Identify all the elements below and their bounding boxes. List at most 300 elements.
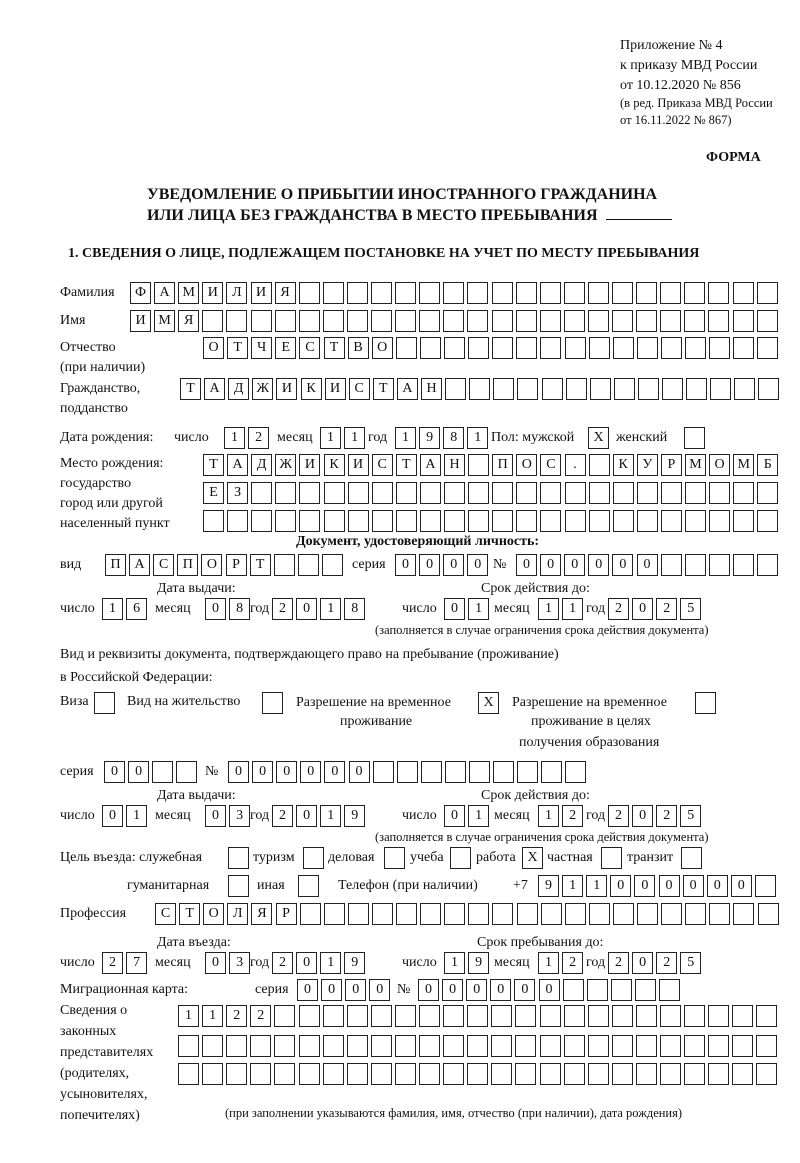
char-box[interactable]: 1	[224, 427, 245, 449]
char-box[interactable]: 0	[296, 805, 317, 827]
char-box[interactable]	[445, 761, 466, 783]
char-box[interactable]	[372, 903, 393, 925]
char-box[interactable]: Л	[227, 903, 248, 925]
char-box[interactable]	[444, 482, 465, 504]
char-box[interactable]: 1	[320, 427, 341, 449]
char-box[interactable]	[300, 903, 321, 925]
char-box[interactable]	[565, 903, 586, 925]
char-box[interactable]	[661, 510, 682, 532]
char-box[interactable]: 1	[444, 952, 465, 974]
char-box[interactable]	[660, 310, 681, 332]
char-box[interactable]	[757, 482, 778, 504]
char-box[interactable]	[372, 482, 393, 504]
char-box[interactable]: Д	[228, 378, 249, 400]
char-box[interactable]	[395, 310, 416, 332]
char-box[interactable]	[274, 1035, 295, 1057]
char-box[interactable]: 8	[344, 598, 365, 620]
char-box[interactable]: 0	[610, 875, 631, 897]
char-box[interactable]: С	[372, 454, 393, 476]
char-box[interactable]	[588, 1035, 609, 1057]
checkbox[interactable]	[601, 847, 622, 869]
char-box[interactable]: Т	[227, 337, 248, 359]
char-box[interactable]: 0	[128, 761, 149, 783]
char-box[interactable]	[443, 1063, 464, 1085]
char-box[interactable]	[299, 1035, 320, 1057]
char-box[interactable]: .	[565, 454, 586, 476]
char-box[interactable]	[563, 979, 584, 1001]
char-box[interactable]	[636, 282, 657, 304]
char-box[interactable]	[467, 310, 488, 332]
char-box[interactable]	[371, 1005, 392, 1027]
checkbox[interactable]	[681, 847, 702, 869]
char-box[interactable]	[540, 1063, 561, 1085]
char-box[interactable]: 0	[659, 875, 680, 897]
char-box[interactable]: Я	[251, 903, 272, 925]
char-box[interactable]	[662, 378, 683, 400]
char-box[interactable]: 6	[126, 598, 147, 620]
char-box[interactable]	[660, 1063, 681, 1085]
char-box[interactable]: Т	[250, 554, 271, 576]
char-box[interactable]	[564, 1063, 585, 1085]
char-box[interactable]: Ж	[275, 454, 296, 476]
char-box[interactable]	[443, 1035, 464, 1057]
char-box[interactable]: М	[685, 454, 706, 476]
char-box[interactable]: 0	[349, 761, 370, 783]
char-box[interactable]	[756, 1005, 777, 1027]
char-box[interactable]	[347, 282, 368, 304]
char-box[interactable]: Т	[373, 378, 394, 400]
char-box[interactable]	[420, 337, 441, 359]
char-box[interactable]: 0	[321, 979, 342, 1001]
char-box[interactable]	[274, 1063, 295, 1085]
char-box[interactable]	[757, 282, 778, 304]
char-box[interactable]: 0	[632, 805, 653, 827]
char-box[interactable]: 0	[104, 761, 125, 783]
char-box[interactable]	[733, 554, 754, 576]
char-box[interactable]: 0	[632, 598, 653, 620]
char-box[interactable]	[733, 482, 754, 504]
char-box[interactable]	[467, 282, 488, 304]
char-box[interactable]: И	[276, 378, 297, 400]
checkbox[interactable]	[228, 875, 249, 897]
char-box[interactable]	[565, 337, 586, 359]
char-box[interactable]	[660, 1035, 681, 1057]
char-box[interactable]	[467, 1063, 488, 1085]
char-box[interactable]: 1	[538, 805, 559, 827]
char-box[interactable]	[492, 282, 513, 304]
char-box[interactable]	[635, 979, 656, 1001]
char-box[interactable]: А	[420, 454, 441, 476]
char-box[interactable]	[637, 482, 658, 504]
char-box[interactable]	[324, 903, 345, 925]
char-box[interactable]	[611, 979, 632, 1001]
char-box[interactable]	[684, 282, 705, 304]
char-box[interactable]	[421, 761, 442, 783]
char-box[interactable]	[178, 1035, 199, 1057]
char-box[interactable]: 1	[395, 427, 416, 449]
char-box[interactable]: 0	[395, 554, 416, 576]
char-box[interactable]	[613, 337, 634, 359]
char-box[interactable]	[732, 1005, 753, 1027]
char-box[interactable]: А	[204, 378, 225, 400]
char-box[interactable]	[733, 282, 754, 304]
char-box[interactable]	[684, 1005, 705, 1027]
char-box[interactable]	[636, 1035, 657, 1057]
char-box[interactable]: 9	[538, 875, 559, 897]
char-box[interactable]: О	[203, 337, 224, 359]
char-box[interactable]	[443, 282, 464, 304]
char-box[interactable]: 2	[562, 805, 583, 827]
char-box[interactable]	[467, 1005, 488, 1027]
char-box[interactable]: 0	[444, 598, 465, 620]
char-box[interactable]	[637, 510, 658, 532]
char-box[interactable]	[541, 903, 562, 925]
char-box[interactable]	[492, 337, 513, 359]
char-box[interactable]: 1	[468, 805, 489, 827]
char-box[interactable]	[371, 282, 392, 304]
char-box[interactable]	[612, 1035, 633, 1057]
char-box[interactable]	[275, 510, 296, 532]
char-box[interactable]	[322, 554, 343, 576]
char-box[interactable]	[275, 310, 296, 332]
char-box[interactable]: 0	[707, 875, 728, 897]
char-box[interactable]	[299, 1063, 320, 1085]
char-box[interactable]	[396, 482, 417, 504]
char-box[interactable]: 2	[608, 805, 629, 827]
char-box[interactable]	[371, 1063, 392, 1085]
char-box[interactable]	[420, 510, 441, 532]
char-box[interactable]	[564, 310, 585, 332]
char-box[interactable]	[299, 510, 320, 532]
char-box[interactable]: 1	[320, 805, 341, 827]
char-box[interactable]	[709, 482, 730, 504]
char-box[interactable]: О	[203, 903, 224, 925]
char-box[interactable]	[203, 510, 224, 532]
char-box[interactable]	[469, 761, 490, 783]
char-box[interactable]	[684, 1063, 705, 1085]
char-box[interactable]	[588, 1063, 609, 1085]
char-box[interactable]	[709, 510, 730, 532]
char-box[interactable]	[419, 282, 440, 304]
char-box[interactable]	[202, 1063, 223, 1085]
char-box[interactable]	[755, 875, 776, 897]
char-box[interactable]: 0	[516, 554, 537, 576]
char-box[interactable]: И	[251, 282, 272, 304]
char-box[interactable]	[686, 378, 707, 400]
char-box[interactable]: 2	[250, 1005, 271, 1027]
char-box[interactable]	[419, 1035, 440, 1057]
char-box[interactable]: Ж	[252, 378, 273, 400]
char-box[interactable]	[348, 482, 369, 504]
char-box[interactable]	[638, 378, 659, 400]
char-box[interactable]: 0	[612, 554, 633, 576]
char-box[interactable]: Т	[180, 378, 201, 400]
char-box[interactable]: И	[130, 310, 151, 332]
char-box[interactable]	[419, 1005, 440, 1027]
char-box[interactable]: А	[129, 554, 150, 576]
char-box[interactable]	[443, 1005, 464, 1027]
char-box[interactable]: 2	[562, 952, 583, 974]
char-box[interactable]	[540, 282, 561, 304]
checkbox[interactable]	[262, 692, 283, 714]
char-box[interactable]	[540, 510, 561, 532]
char-box[interactable]: 0	[296, 598, 317, 620]
char-box[interactable]	[250, 1035, 271, 1057]
char-box[interactable]: И	[325, 378, 346, 400]
char-box[interactable]: 2	[608, 598, 629, 620]
char-box[interactable]	[227, 510, 248, 532]
char-box[interactable]	[395, 1063, 416, 1085]
char-box[interactable]: И	[348, 454, 369, 476]
char-box[interactable]	[540, 1005, 561, 1027]
char-box[interactable]	[685, 337, 706, 359]
char-box[interactable]: 2	[272, 805, 293, 827]
char-box[interactable]	[734, 378, 755, 400]
char-box[interactable]: 0	[418, 979, 439, 1001]
char-box[interactable]	[323, 1063, 344, 1085]
char-box[interactable]	[323, 1035, 344, 1057]
char-box[interactable]: 0	[634, 875, 655, 897]
char-box[interactable]: У	[637, 454, 658, 476]
char-box[interactable]	[542, 378, 563, 400]
char-box[interactable]	[323, 282, 344, 304]
char-box[interactable]: С	[299, 337, 320, 359]
char-box[interactable]	[612, 1063, 633, 1085]
char-box[interactable]	[396, 903, 417, 925]
char-box[interactable]: Т	[203, 454, 224, 476]
char-box[interactable]	[299, 1005, 320, 1027]
char-box[interactable]	[152, 761, 173, 783]
char-box[interactable]	[588, 1005, 609, 1027]
char-box[interactable]: 2	[272, 952, 293, 974]
char-box[interactable]	[468, 482, 489, 504]
char-box[interactable]	[226, 1063, 247, 1085]
char-box[interactable]	[757, 310, 778, 332]
char-box[interactable]: И	[202, 282, 223, 304]
char-box[interactable]	[493, 761, 514, 783]
char-box[interactable]: К	[613, 454, 634, 476]
char-box[interactable]	[660, 282, 681, 304]
char-box[interactable]	[395, 1005, 416, 1027]
char-box[interactable]: З	[227, 482, 248, 504]
char-box[interactable]: 0	[540, 554, 561, 576]
char-box[interactable]: 5	[680, 805, 701, 827]
char-box[interactable]	[565, 510, 586, 532]
checkbox[interactable]	[384, 847, 405, 869]
char-box[interactable]: Н	[444, 454, 465, 476]
char-box[interactable]: 1	[562, 598, 583, 620]
char-box[interactable]: 2	[226, 1005, 247, 1027]
char-box[interactable]: 5	[680, 598, 701, 620]
char-box[interactable]: 2	[656, 952, 677, 974]
char-box[interactable]	[517, 903, 538, 925]
char-box[interactable]	[589, 903, 610, 925]
char-box[interactable]: 0	[296, 952, 317, 974]
char-box[interactable]	[708, 282, 729, 304]
char-box[interactable]	[733, 510, 754, 532]
char-box[interactable]: 1	[538, 598, 559, 620]
checkbox[interactable]	[695, 692, 716, 714]
char-box[interactable]: М	[178, 282, 199, 304]
char-box[interactable]	[685, 510, 706, 532]
char-box[interactable]	[612, 310, 633, 332]
char-box[interactable]: 0	[324, 761, 345, 783]
char-box[interactable]: К	[324, 454, 345, 476]
char-box[interactable]: 2	[272, 598, 293, 620]
char-box[interactable]	[516, 282, 537, 304]
char-box[interactable]	[589, 337, 610, 359]
char-box[interactable]: 8	[229, 598, 250, 620]
checkbox[interactable]: X	[588, 427, 609, 449]
char-box[interactable]	[491, 1035, 512, 1057]
char-box[interactable]	[274, 1005, 295, 1027]
char-box[interactable]: 0	[297, 979, 318, 1001]
char-box[interactable]: К	[301, 378, 322, 400]
char-box[interactable]	[299, 310, 320, 332]
char-box[interactable]	[492, 510, 513, 532]
char-box[interactable]	[420, 482, 441, 504]
char-box[interactable]	[251, 310, 272, 332]
char-box[interactable]	[708, 1005, 729, 1027]
char-box[interactable]: 2	[248, 427, 269, 449]
char-box[interactable]	[541, 761, 562, 783]
char-box[interactable]	[564, 282, 585, 304]
char-box[interactable]	[299, 282, 320, 304]
char-box[interactable]	[468, 510, 489, 532]
char-box[interactable]: 0	[205, 805, 226, 827]
char-box[interactable]	[395, 282, 416, 304]
char-box[interactable]	[684, 310, 705, 332]
char-box[interactable]	[540, 1035, 561, 1057]
char-box[interactable]	[176, 761, 197, 783]
char-box[interactable]	[659, 979, 680, 1001]
char-box[interactable]	[250, 1063, 271, 1085]
char-box[interactable]	[540, 482, 561, 504]
char-box[interactable]	[612, 1005, 633, 1027]
char-box[interactable]	[492, 903, 513, 925]
char-box[interactable]	[516, 510, 537, 532]
char-box[interactable]	[468, 454, 489, 476]
char-box[interactable]: 0	[276, 761, 297, 783]
checkbox[interactable]	[228, 847, 249, 869]
char-box[interactable]	[517, 761, 538, 783]
char-box[interactable]: Р	[661, 454, 682, 476]
char-box[interactable]	[660, 1005, 681, 1027]
char-box[interactable]: П	[105, 554, 126, 576]
char-box[interactable]	[275, 482, 296, 504]
char-box[interactable]	[517, 378, 538, 400]
char-box[interactable]	[540, 337, 561, 359]
char-box[interactable]: С	[349, 378, 370, 400]
char-box[interactable]	[708, 310, 729, 332]
checkbox[interactable]: X	[478, 692, 499, 714]
char-box[interactable]: 1	[320, 952, 341, 974]
char-box[interactable]: Р	[226, 554, 247, 576]
char-box[interactable]	[614, 378, 635, 400]
char-box[interactable]	[324, 510, 345, 532]
char-box[interactable]: Т	[396, 454, 417, 476]
char-box[interactable]	[324, 482, 345, 504]
char-box[interactable]	[516, 310, 537, 332]
char-box[interactable]: Т	[324, 337, 345, 359]
checkbox[interactable]	[298, 875, 319, 897]
char-box[interactable]: Е	[203, 482, 224, 504]
char-box[interactable]: 8	[443, 427, 464, 449]
char-box[interactable]	[636, 1005, 657, 1027]
char-box[interactable]	[684, 1035, 705, 1057]
char-box[interactable]: 1	[126, 805, 147, 827]
char-box[interactable]	[636, 1063, 657, 1085]
char-box[interactable]: 3	[229, 805, 250, 827]
char-box[interactable]	[757, 510, 778, 532]
char-box[interactable]	[178, 1063, 199, 1085]
char-box[interactable]	[589, 454, 610, 476]
char-box[interactable]	[251, 482, 272, 504]
char-box[interactable]	[565, 761, 586, 783]
char-box[interactable]: О	[516, 454, 537, 476]
char-box[interactable]	[733, 310, 754, 332]
char-box[interactable]: 1	[344, 427, 365, 449]
char-box[interactable]	[347, 1005, 368, 1027]
char-box[interactable]	[299, 482, 320, 504]
char-box[interactable]: 1	[468, 598, 489, 620]
char-box[interactable]	[661, 903, 682, 925]
char-box[interactable]: Р	[276, 903, 297, 925]
char-box[interactable]	[540, 310, 561, 332]
char-box[interactable]	[202, 310, 223, 332]
checkbox[interactable]	[684, 427, 705, 449]
char-box[interactable]: Я	[275, 282, 296, 304]
char-box[interactable]: 0	[205, 952, 226, 974]
char-box[interactable]: 1	[178, 1005, 199, 1027]
char-box[interactable]: Б	[757, 454, 778, 476]
char-box[interactable]: 0	[467, 554, 488, 576]
char-box[interactable]: 0	[345, 979, 366, 1001]
char-box[interactable]: Н	[421, 378, 442, 400]
char-box[interactable]	[444, 903, 465, 925]
char-box[interactable]: 0	[539, 979, 560, 1001]
checkbox[interactable]	[94, 692, 115, 714]
char-box[interactable]	[443, 310, 464, 332]
char-box[interactable]	[492, 310, 513, 332]
char-box[interactable]: Д	[251, 454, 272, 476]
char-box[interactable]: Ф	[130, 282, 151, 304]
char-box[interactable]: Я	[178, 310, 199, 332]
char-box[interactable]	[445, 378, 466, 400]
char-box[interactable]: О	[709, 454, 730, 476]
char-box[interactable]	[758, 903, 779, 925]
char-box[interactable]: О	[372, 337, 393, 359]
char-box[interactable]	[373, 761, 394, 783]
char-box[interactable]: 0	[369, 979, 390, 1001]
char-box[interactable]	[468, 337, 489, 359]
char-box[interactable]	[347, 1063, 368, 1085]
char-box[interactable]	[661, 482, 682, 504]
char-box[interactable]	[444, 337, 465, 359]
char-box[interactable]	[395, 1035, 416, 1057]
char-box[interactable]: В	[348, 337, 369, 359]
char-box[interactable]: Ч	[251, 337, 272, 359]
char-box[interactable]: 0	[564, 554, 585, 576]
char-box[interactable]: 9	[344, 952, 365, 974]
char-box[interactable]	[420, 903, 441, 925]
char-box[interactable]: 2	[608, 952, 629, 974]
char-box[interactable]: 0	[490, 979, 511, 1001]
char-box[interactable]: 0	[444, 805, 465, 827]
char-box[interactable]	[515, 1005, 536, 1027]
char-box[interactable]: 9	[419, 427, 440, 449]
blank-underline[interactable]	[606, 207, 672, 220]
